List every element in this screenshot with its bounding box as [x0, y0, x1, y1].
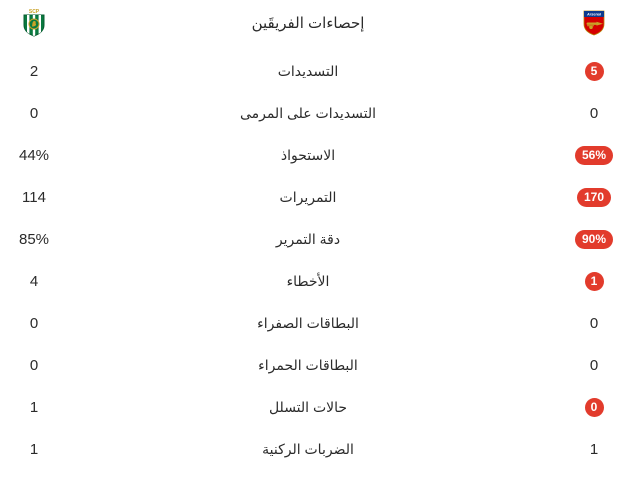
left-team-value: 85%	[18, 230, 50, 248]
left-value-cell	[0, 105, 68, 122]
right-value-cell	[548, 315, 640, 332]
stat-label-cell	[68, 357, 548, 374]
right-team-value: 1	[589, 440, 599, 458]
left-value-cell	[0, 147, 68, 164]
stats-title: إحصاءات الفريقَين	[251, 15, 365, 32]
stat-label: التسديدات	[277, 62, 339, 79]
right-value-cell	[548, 441, 640, 458]
left-team-value: 2	[29, 62, 39, 80]
left-team-value: 0	[29, 104, 39, 122]
stat-label-cell	[68, 273, 548, 290]
stat-label: الأخطاء	[286, 272, 330, 289]
right-value-cell	[548, 105, 640, 122]
right-value-cell	[548, 230, 640, 249]
left-value-cell	[0, 441, 68, 458]
stat-label-cell	[68, 189, 548, 206]
left-team-value: 1	[29, 440, 39, 458]
stat-row	[0, 260, 640, 302]
right-team-value-badge: 0	[585, 398, 604, 417]
left-value-cell	[0, 231, 68, 248]
left-value-cell	[0, 273, 68, 290]
right-team-value-badge: 5	[585, 62, 604, 81]
left-team-value: 1	[29, 398, 39, 416]
right-value-cell	[548, 272, 640, 291]
left-team-logo-cell	[0, 8, 68, 38]
right-team-value-badge: 170	[577, 188, 611, 207]
right-value-cell	[548, 357, 640, 374]
stat-row	[0, 176, 640, 218]
stat-label: حالات التسلل	[268, 398, 348, 415]
right-team-value-badge: 56%	[575, 146, 613, 165]
right-team-value-badge: 1	[585, 272, 604, 291]
stat-row	[0, 92, 640, 134]
right-team-value: 0	[589, 314, 599, 332]
stat-label: البطاقات الصفراء	[257, 314, 359, 331]
stat-label-cell	[68, 147, 548, 164]
right-team-value: 0	[589, 356, 599, 374]
stats-rows	[0, 46, 640, 470]
right-value-cell	[548, 398, 640, 417]
svg-text:Arsenal: Arsenal	[587, 12, 601, 17]
left-team-value: 0	[29, 314, 39, 332]
left-team-value: 114	[22, 188, 46, 206]
right-team-value-badge: 90%	[575, 230, 613, 249]
left-team-value: 4	[29, 272, 39, 290]
stat-label: دقة التمرير	[275, 230, 341, 247]
left-value-cell	[0, 315, 68, 332]
stat-label: التسديدات على المرمى	[239, 104, 377, 121]
arsenal-crest-icon[interactable]	[582, 10, 606, 36]
sporting-cp-crest-icon[interactable]	[21, 8, 47, 38]
stat-label-cell	[68, 231, 548, 248]
right-value-cell	[548, 188, 640, 207]
left-value-cell	[0, 63, 68, 80]
stat-label-cell	[68, 399, 548, 416]
left-team-value: 0	[29, 356, 39, 374]
stat-row	[0, 50, 640, 92]
left-team-value: 44%	[18, 146, 50, 164]
stat-row	[0, 386, 640, 428]
stat-row	[0, 134, 640, 176]
stat-label-cell	[68, 441, 548, 458]
left-value-cell	[0, 357, 68, 374]
right-value-cell	[548, 146, 640, 165]
stat-row	[0, 344, 640, 386]
stat-row	[0, 218, 640, 260]
left-value-cell	[0, 189, 68, 206]
right-team-value: 0	[589, 104, 599, 122]
stat-label-cell	[68, 63, 548, 80]
stat-row	[0, 428, 640, 470]
right-team-logo-cell	[548, 10, 640, 36]
stat-label-cell	[68, 315, 548, 332]
stat-label: الاستحواذ	[280, 146, 336, 163]
svg-text:SCP: SCP	[28, 9, 40, 15]
stat-label-cell	[68, 105, 548, 122]
right-value-cell	[548, 62, 640, 81]
stats-header	[0, 0, 640, 46]
left-value-cell	[0, 399, 68, 416]
stat-label: البطاقات الحمراء	[258, 356, 358, 373]
stat-label: الضربات الركنية	[262, 440, 354, 457]
stat-row	[0, 302, 640, 344]
stat-label: التمريرات	[279, 188, 337, 205]
